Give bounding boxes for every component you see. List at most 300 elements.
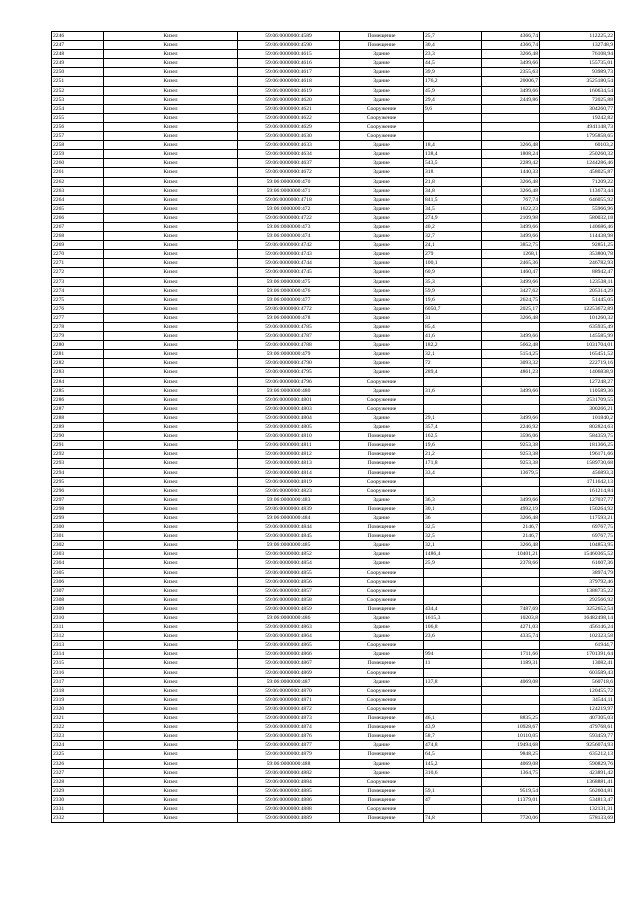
cadastral-number-cell: 59:06:0000000:4819 (238, 477, 340, 486)
object-type-cell: Здание (340, 495, 424, 504)
city-cell: Кизел (104, 313, 238, 322)
city-cell: Кизел (104, 814, 238, 823)
row-number-cell: 2295 (52, 477, 104, 486)
object-type-cell: Здание (340, 350, 424, 359)
cadastral-value-cell: 124219,97 (540, 704, 615, 713)
object-type-cell: Здание (340, 550, 424, 559)
cadastral-value-cell: 19242,82 (540, 113, 615, 122)
row-number-cell: 2247 (52, 41, 104, 50)
row-number-cell: 2299 (52, 513, 104, 522)
row-number-cell: 2266 (52, 213, 104, 222)
cadastral-value-cell: 562604,81 (540, 786, 615, 795)
table-row (52, 495, 615, 504)
unit-value-cell: 767,74 (482, 195, 540, 204)
table-row (52, 695, 615, 704)
city-cell: Кизел (104, 632, 238, 641)
unit-value-cell (482, 686, 540, 695)
table-row (52, 368, 615, 377)
city-cell: Кизел (104, 341, 238, 350)
area-cell: 32,5 (424, 523, 482, 532)
table-row (52, 723, 615, 732)
city-cell: Кизел (104, 513, 238, 522)
table-row (52, 677, 615, 686)
city-cell: Кизел (104, 523, 238, 532)
object-type-cell: Здание (340, 513, 424, 522)
cadastral-value-cell: 101840,2 (540, 413, 615, 422)
city-cell: Кизел (104, 750, 238, 759)
table-row (52, 777, 615, 786)
cadastral-number-cell: 59:06:0000000:4882 (238, 768, 340, 777)
table-row (52, 559, 615, 568)
unit-value-cell: 9253,38 (482, 459, 540, 468)
object-type-cell: Сооружение (340, 668, 424, 677)
row-number-cell: 2263 (52, 186, 104, 195)
object-type-cell: Здание (340, 68, 424, 77)
city-cell: Кизел (104, 795, 238, 804)
unit-value-cell: 4069,08 (482, 759, 540, 768)
row-number-cell: 2257 (52, 132, 104, 141)
object-type-cell: Здание (340, 614, 424, 623)
row-number-cell: 2329 (52, 786, 104, 795)
area-cell: 32,7 (424, 232, 482, 241)
city-cell: Кизел (104, 241, 238, 250)
cadastral-value-cell: 3525180,54 (540, 77, 615, 86)
row-number-cell: 2275 (52, 295, 104, 304)
cadastral-number-cell: 59:06:0000000:4718 (238, 195, 340, 204)
row-number-cell: 2255 (52, 113, 104, 122)
object-type-cell: Здание (340, 286, 424, 295)
row-number-cell: 2326 (52, 759, 104, 768)
area-cell: 44,5 (424, 59, 482, 68)
area-cell: 138,4 (424, 150, 482, 159)
cadastral-number-cell: 59:06:0000000:4866 (238, 650, 340, 659)
object-type-cell: Сооружение (340, 568, 424, 577)
object-type-cell: Здание (340, 259, 424, 268)
row-number-cell: 2320 (52, 704, 104, 713)
cadastral-value-cell: 646055,92 (540, 195, 615, 204)
city-cell: Кизел (104, 68, 238, 77)
city-cell: Кизел (104, 413, 238, 422)
unit-value-cell: 1711,66 (482, 650, 540, 659)
table-row (52, 186, 615, 195)
area-cell: 85,4 (424, 323, 482, 332)
cadastral-number-cell: 59:06:0000000:4589 (238, 32, 340, 41)
area-cell: 19,6 (424, 441, 482, 450)
cadastral-value-cell: 114438,98 (540, 232, 615, 241)
cadastral-number-cell: 59:06:0000000:477 (238, 295, 340, 304)
object-type-cell: Здание (340, 304, 424, 313)
row-number-cell: 2290 (52, 432, 104, 441)
city-cell: Кизел (104, 604, 238, 613)
object-type-cell: Сооружение (340, 577, 424, 586)
table-row (52, 350, 615, 359)
row-number-cell: 2330 (52, 795, 104, 804)
object-type-cell: Сооружение (340, 377, 424, 386)
row-number-cell: 2331 (52, 804, 104, 813)
cadastral-number-cell: 59:06:0000000:4787 (238, 332, 340, 341)
unit-value-cell (482, 404, 540, 413)
table-row (52, 404, 615, 413)
object-type-cell: Здание (340, 250, 424, 259)
area-cell: 23,6 (424, 632, 482, 641)
unit-value-cell (482, 595, 540, 604)
city-cell: Кизел (104, 141, 238, 150)
row-number-cell: 2248 (52, 50, 104, 59)
table-row (52, 741, 615, 750)
unit-value-cell (482, 477, 540, 486)
cadastral-number-cell: 59:06:0000000:4854 (238, 559, 340, 568)
object-type-cell: Здание (340, 413, 424, 422)
object-type-cell: Здание (340, 232, 424, 241)
area-cell: 182,2 (424, 341, 482, 350)
table-row (52, 468, 615, 477)
row-number-cell: 2304 (52, 559, 104, 568)
unit-value-cell: 4366,74 (482, 41, 540, 50)
area-cell: 543,5 (424, 159, 482, 168)
area-cell: 1615,3 (424, 614, 482, 623)
cadastral-number-cell: 59:06:0000000:4629 (238, 122, 340, 131)
cadastral-number-cell: 59:06:0000000:4803 (238, 404, 340, 413)
object-type-cell: Помещение (340, 523, 424, 532)
city-cell: Кизел (104, 677, 238, 686)
cadastral-number-cell: 59:06:0000000:4823 (238, 486, 340, 495)
area-cell (424, 577, 482, 586)
table-row (52, 732, 615, 741)
cadastral-number-cell: 59:06:0000000:4857 (238, 586, 340, 595)
cadastral-value-cell: 292566,92 (540, 595, 615, 604)
unit-value-cell: 10203,8 (482, 614, 540, 623)
table-row (52, 814, 615, 823)
row-number-cell: 2268 (52, 232, 104, 241)
cadastral-value-cell: 304260,77 (540, 104, 615, 113)
object-type-cell: Здание (340, 222, 424, 231)
table-row (52, 595, 615, 604)
city-cell: Кизел (104, 295, 238, 304)
object-type-cell: Здание (340, 632, 424, 641)
area-cell: 31,6 (424, 386, 482, 395)
cadastral-value-cell: 132131,31 (540, 804, 615, 813)
unit-value-cell: 4992,19 (482, 504, 540, 513)
cadastral-number-cell: 59:06:0000000:4852 (238, 550, 340, 559)
cadastral-value-cell: 181366,25 (540, 441, 615, 450)
row-number-cell: 2322 (52, 723, 104, 732)
unit-value-cell: 2289,42 (482, 159, 540, 168)
cadastral-number-cell: 59:06:0000000:4742 (238, 241, 340, 250)
cadastral-value-cell: 51445,05 (540, 295, 615, 304)
object-type-cell: Сооружение (340, 477, 424, 486)
object-type-cell: Помещение (340, 41, 424, 50)
cadastral-value-cell: 1711642,13 (540, 477, 615, 486)
cadastral-number-cell: 59:06:0000000:4801 (238, 395, 340, 404)
row-number-cell: 2251 (52, 77, 104, 86)
unit-value-cell: 3427,62 (482, 286, 540, 295)
cadastral-number-cell: 59:06:0000000:488 (238, 759, 340, 768)
unit-value-cell (482, 577, 540, 586)
cadastral-value-cell: 1244286,46 (540, 159, 615, 168)
unit-value-cell: 1189,31 (482, 659, 540, 668)
city-cell: Кизел (104, 695, 238, 704)
cadastral-number-cell: 59:06:0000000:4811 (238, 441, 340, 450)
object-type-cell: Помещение (340, 723, 424, 732)
area-cell (424, 641, 482, 650)
unit-value-cell (482, 641, 540, 650)
table-row (52, 686, 615, 695)
object-type-cell: Здание (340, 359, 424, 368)
cadastral-value-cell: 76108,94 (540, 50, 615, 59)
row-number-cell: 2298 (52, 504, 104, 513)
city-cell: Кизел (104, 332, 238, 341)
unit-value-cell: 9253,38 (482, 450, 540, 459)
area-cell: 274,9 (424, 213, 482, 222)
unit-value-cell: 10928,67 (482, 723, 540, 732)
cadastral-value-cell: 603589,43 (540, 668, 615, 677)
cadastral-value-cell: 127248,27 (540, 377, 615, 386)
city-cell: Кизел (104, 259, 238, 268)
cadastral-value-cell: 407305,03 (540, 714, 615, 723)
table-row (52, 323, 615, 332)
cadastral-number-cell: 59:06:0000000:474 (238, 232, 340, 241)
table-row (52, 804, 615, 813)
area-cell: 30,1 (424, 504, 482, 513)
cadastral-value-cell: 140686,46 (540, 222, 615, 231)
cadastral-value-cell: 92851,25 (540, 241, 615, 250)
object-type-cell: Сооружение (340, 486, 424, 495)
unit-value-cell: 1460,47 (482, 268, 540, 277)
object-type-cell: Помещение (340, 814, 424, 823)
unit-value-cell: 3852,75 (482, 241, 540, 250)
row-number-cell: 2260 (52, 159, 104, 168)
cadastral-number-cell: 59:06:0000000:4672 (238, 168, 340, 177)
area-cell: 289,4 (424, 368, 482, 377)
table-row (52, 532, 615, 541)
cadastral-value-cell: 379792,46 (540, 577, 615, 586)
unit-value-cell: 3596,06 (482, 432, 540, 441)
city-cell: Кизел (104, 77, 238, 86)
unit-value-cell: 3266,48 (482, 141, 540, 150)
city-cell: Кизел (104, 213, 238, 222)
unit-value-cell: 11379,01 (482, 795, 540, 804)
table-row (52, 304, 615, 313)
cadastral-value-cell: 1368881,41 (540, 777, 615, 786)
table-row (52, 795, 615, 804)
area-cell: 33,4 (424, 468, 482, 477)
area-cell: 29,4 (424, 95, 482, 104)
area-cell: 1486,4 (424, 550, 482, 559)
object-type-cell: Здание (340, 77, 424, 86)
cadastral-value-cell: 246782,93 (540, 259, 615, 268)
table-row (52, 668, 615, 677)
object-type-cell: Сооружение (340, 404, 424, 413)
unit-value-cell (482, 668, 540, 677)
row-number-cell: 2246 (52, 32, 104, 41)
city-cell: Кизел (104, 450, 238, 459)
area-cell: 32,1 (424, 541, 482, 550)
registry-table-body (52, 32, 615, 823)
table-row (52, 659, 615, 668)
unit-value-cell: 7720,06 (482, 814, 540, 823)
city-cell: Кизел (104, 550, 238, 559)
cadastral-number-cell: 59:06:0000000:4877 (238, 741, 340, 750)
area-cell: 24,1 (424, 241, 482, 250)
object-type-cell: Здание (340, 159, 424, 168)
cadastral-value-cell: 3252652,54 (540, 604, 615, 613)
table-row (52, 641, 615, 650)
city-cell: Кизел (104, 95, 238, 104)
cadastral-value-cell: 479768,61 (540, 723, 615, 732)
cadastral-value-cell: 250260,32 (540, 150, 615, 159)
table-row (52, 386, 615, 395)
table-row (52, 50, 615, 59)
row-number-cell: 2282 (52, 359, 104, 368)
cadastral-number-cell: 59:06:0000000:4864 (238, 632, 340, 641)
cadastral-number-cell: 59:06:0000000:4810 (238, 432, 340, 441)
city-cell: Кизел (104, 359, 238, 368)
row-number-cell: 2316 (52, 668, 104, 677)
area-cell: 36,3 (424, 495, 482, 504)
area-cell: 23,3 (424, 50, 482, 59)
object-type-cell: Сооружение (340, 113, 424, 122)
table-row (52, 586, 615, 595)
table-row (52, 86, 615, 95)
object-type-cell: Здание (340, 59, 424, 68)
cadastral-number-cell: 59:06:0000000:480 (238, 386, 340, 395)
cadastral-value-cell: 160634,54 (540, 86, 615, 95)
unit-value-cell: 2355,63 (482, 68, 540, 77)
unit-value-cell: 3499,66 (482, 86, 540, 95)
unit-value-cell: 3093,32 (482, 359, 540, 368)
cadastral-number-cell: 59:06:0000000:4870 (238, 686, 340, 695)
city-cell: Кизел (104, 177, 238, 186)
row-number-cell: 2307 (52, 586, 104, 595)
cadastral-number-cell: 59:06:0000000:4804 (238, 413, 340, 422)
area-cell: 18,4 (424, 141, 482, 150)
object-type-cell: Здание (340, 277, 424, 286)
cadastral-value-cell: 1795858,65 (540, 132, 615, 141)
area-cell: 34,5 (424, 204, 482, 213)
table-row (52, 177, 615, 186)
cadastral-number-cell: 59:06:0000000:4845 (238, 532, 340, 541)
city-cell: Кизел (104, 586, 238, 595)
table-row (52, 222, 615, 231)
object-type-cell: Здание (340, 86, 424, 95)
area-cell (424, 113, 482, 122)
cadastral-number-cell: 59:06:0000000:4620 (238, 95, 340, 104)
cadastral-value-cell: 150264,92 (540, 504, 615, 513)
city-cell: Кизел (104, 468, 238, 477)
area-cell: 64,5 (424, 750, 482, 759)
object-type-cell: Здание (340, 623, 424, 632)
cadastral-number-cell: 59:06:0000000:4590 (238, 41, 340, 50)
city-cell: Кизел (104, 377, 238, 386)
city-cell: Кизел (104, 222, 238, 231)
cadastral-number-cell: 59:06:0000000:4855 (238, 568, 340, 577)
city-cell: Кизел (104, 732, 238, 741)
registry-table (51, 31, 615, 823)
city-cell: Кизел (104, 386, 238, 395)
object-type-cell: Здание (340, 295, 424, 304)
city-cell: Кизел (104, 323, 238, 332)
row-number-cell: 2289 (52, 423, 104, 432)
city-cell: Кизел (104, 686, 238, 695)
area-cell: 34,8 (424, 186, 482, 195)
row-number-cell: 2291 (52, 441, 104, 450)
area-cell: 162,5 (424, 432, 482, 441)
row-number-cell: 2252 (52, 86, 104, 95)
city-cell: Кизел (104, 777, 238, 786)
table-row (52, 241, 615, 250)
object-type-cell: Здание (340, 313, 424, 322)
object-type-cell: Помещение (340, 750, 424, 759)
city-cell: Кизел (104, 595, 238, 604)
area-cell (424, 595, 482, 604)
cadastral-number-cell: 59:06:0000000:4616 (238, 59, 340, 68)
area-cell: 279 (424, 250, 482, 259)
table-row (52, 132, 615, 141)
area-cell (424, 404, 482, 413)
unit-value-cell: 5154,25 (482, 350, 540, 359)
table-row (52, 77, 615, 86)
cadastral-value-cell: 205314,29 (540, 286, 615, 295)
object-type-cell: Здание (340, 204, 424, 213)
unit-value-cell (482, 777, 540, 786)
row-number-cell: 2270 (52, 250, 104, 259)
unit-value-cell: 19494,68 (482, 741, 540, 750)
object-type-cell: Помещение (340, 659, 424, 668)
row-number-cell: 2267 (52, 222, 104, 231)
cadastral-value-cell: 13082,41 (540, 659, 615, 668)
row-number-cell: 2297 (52, 495, 104, 504)
unit-value-cell: 2246,92 (482, 423, 540, 432)
table-row (52, 768, 615, 777)
city-cell: Кизел (104, 41, 238, 50)
object-type-cell: Помещение (340, 459, 424, 468)
unit-value-cell: 7487,69 (482, 604, 540, 613)
table-row (52, 268, 615, 277)
table-row (52, 632, 615, 641)
city-cell: Кизел (104, 186, 238, 195)
object-type-cell: Здание (340, 768, 424, 777)
city-cell: Кизел (104, 113, 238, 122)
row-number-cell: 2328 (52, 777, 104, 786)
city-cell: Кизел (104, 504, 238, 513)
table-row (52, 295, 615, 304)
object-type-cell: Здание (340, 141, 424, 150)
row-number-cell: 2277 (52, 313, 104, 322)
object-type-cell: Помещение (340, 795, 424, 804)
table-row (52, 432, 615, 441)
unit-value-cell: 3266,48 (482, 313, 540, 322)
area-cell (424, 395, 482, 404)
cadastral-number-cell: 59:06:0000000:476 (238, 286, 340, 295)
table-row (52, 277, 615, 286)
cadastral-value-cell: 61944,7 (540, 641, 615, 650)
city-cell: Кизел (104, 459, 238, 468)
row-number-cell: 2281 (52, 350, 104, 359)
object-type-cell: Здание (340, 168, 424, 177)
cadastral-value-cell: 222719,16 (540, 359, 615, 368)
cadastral-number-cell: 59:06:0000000:485 (238, 541, 340, 550)
table-row (52, 141, 615, 150)
unit-value-cell (482, 113, 540, 122)
row-number-cell: 2314 (52, 650, 104, 659)
cadastral-value-cell: 1701391,64 (540, 650, 615, 659)
city-cell: Кизел (104, 122, 238, 131)
area-cell: 994 (424, 650, 482, 659)
city-cell: Кизел (104, 86, 238, 95)
table-row (52, 486, 615, 495)
cadastral-value-cell: 104853,95 (540, 541, 615, 550)
city-cell: Кизел (104, 277, 238, 286)
